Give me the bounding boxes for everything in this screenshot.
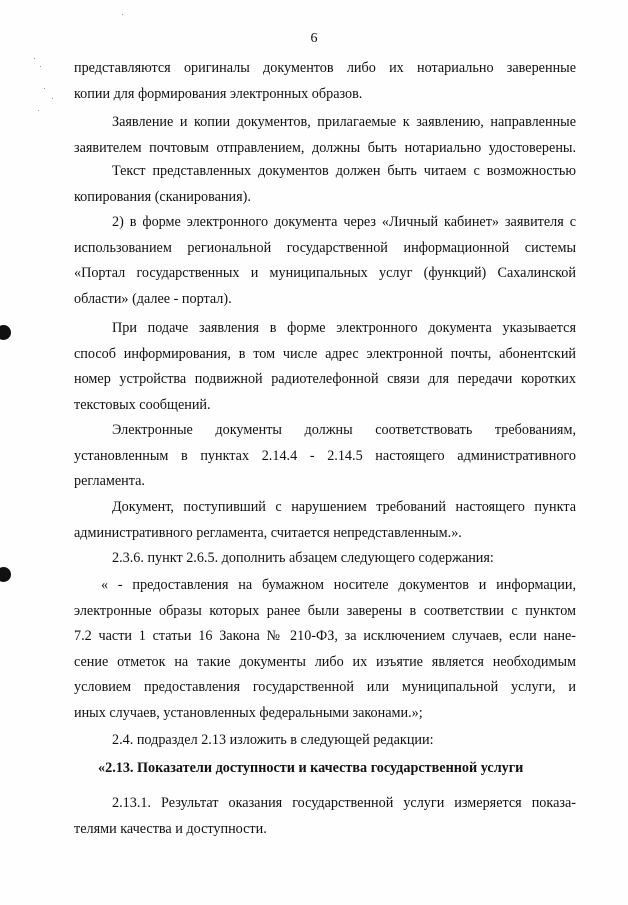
text-line: регламента. (74, 473, 145, 489)
text-line: « - предоставления на бумажном носителе документов и информации, (101, 577, 576, 593)
text-line: заявителем почтовым отправлением, должны быть нотариально удостоверены. (74, 139, 576, 156)
text-line: административного регламента, считается непредставленным.». (74, 524, 462, 541)
text-line: Документ, поступивший с нарушением требований настоящего пункта (112, 499, 576, 515)
text-line: 7.2 части 1 статьи 16 Закона № 210-ФЗ, за исключением случаев, если нане- (74, 628, 576, 644)
paragraph (74, 110, 576, 161)
paragraph (74, 573, 576, 726)
scan-speck (38, 110, 39, 111)
scan-speck (122, 14, 123, 15)
paragraph (74, 159, 576, 210)
section-heading (74, 756, 576, 782)
text-line: сение отметок на такие документы либо их изъятие является необходимым (74, 653, 576, 670)
paragraph (74, 316, 576, 418)
page-number: 6 (310, 31, 318, 46)
text-line: Электронные документы должны соответствовать требованиям, (112, 422, 576, 438)
text-line: способ информирования, в том числе адрес электронной почты, абонентский (74, 345, 576, 362)
text-line: 2.13.1. Результат оказания государственной услуги измеряется показа- (112, 795, 576, 811)
paragraph (74, 495, 576, 546)
text-line: условием предоставления государственной или муниципальной услуги, и (74, 679, 576, 695)
paragraph (74, 418, 576, 495)
text-line: иных случаев, установленных федеральными законами.»; (74, 704, 423, 721)
text-line: Текст представленных документов должен быть читаем с возможностью (112, 163, 576, 179)
paragraph (74, 546, 576, 572)
text-line: При подаче заявления в форме электронного документа указывается (112, 320, 576, 336)
text-line: текстовых сообщений. (74, 396, 211, 413)
text-line: 2.4. подраздел 2.13 изложить в следующей редакции: (112, 732, 434, 748)
text-line: номер устройства подвижной радиотелефонной связи для передачи коротких (74, 371, 576, 387)
text-line: копии для формирования электронных образов. (74, 85, 363, 102)
scan-speck (40, 66, 41, 67)
text-line: электронные образы которых ранее были заверены в соответствии с пунктом (74, 602, 576, 619)
text-line: телями качества и доступности. (74, 820, 267, 837)
punch-hole-bottom (0, 567, 11, 582)
text-line: представляются оригиналы документов либо их нотариально заверенные (74, 60, 576, 76)
text-line: «Портал государственных и муниципальных услуг (функций) Сахалинской (74, 265, 576, 281)
paragraph (74, 728, 576, 754)
text-line: Заявление и копии документов, прилагаемые к заявлению, направленные (112, 114, 576, 130)
paragraph (74, 791, 576, 842)
paragraph (74, 210, 576, 312)
text-line: 2) в форме электронного документа через «Личный кабинет» заявителя с (112, 214, 576, 230)
text-line: копирования (сканирования). (74, 188, 251, 205)
text-line: установленным в пунктах 2.14.4 - 2.14.5 настоящего административного (74, 447, 576, 464)
scan-speck (44, 88, 45, 89)
scan-speck (52, 98, 53, 99)
text-line: области» (далее - портал). (74, 290, 232, 307)
text-line: использованием региональной государственной информационной системы (74, 239, 576, 256)
text-line: «2.13. Показатели доступности и качества государственной услуги (98, 760, 524, 776)
text-line: 2.3.6. пункт 2.6.5. дополнить абзацем следующего содержания: (112, 550, 494, 566)
paragraph (74, 56, 576, 107)
punch-hole-top (0, 325, 11, 340)
scan-speck (34, 58, 35, 59)
